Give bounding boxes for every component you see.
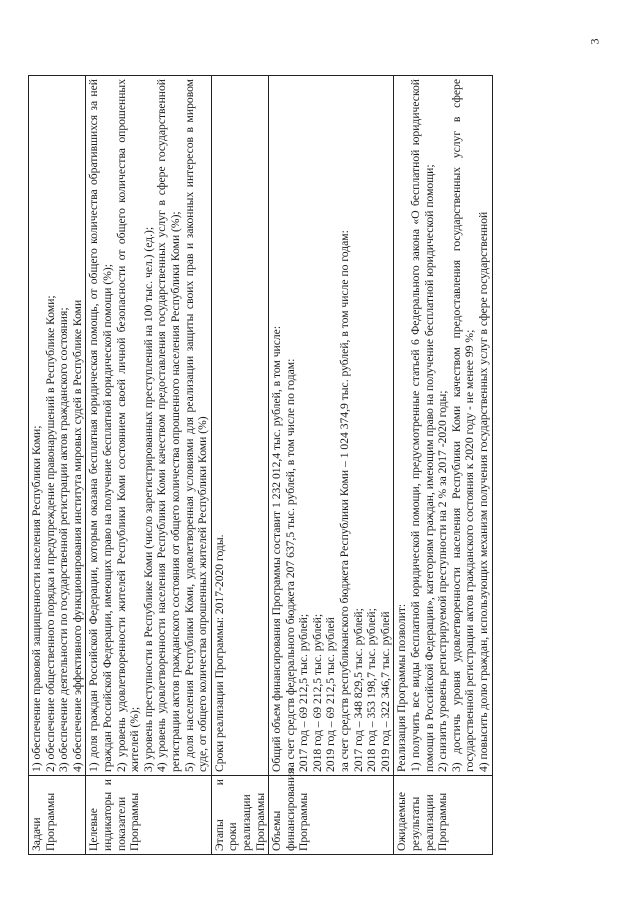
- value-line: 1) получить все виды бесплатной юридической помощи, предусмотренные статьей 6 Федерального закона «О бесплатной юридической помощи в Российской Федерации», категориям граждан, имеющим право на получение бесплатной юридической помощи;: [409, 79, 436, 772]
- value-line: 2) снизить уровень регистрируемой преступности на 2 % за 2017 -2020 годы;: [436, 390, 450, 772]
- row-label: Задачи Программы: [29, 776, 86, 855]
- row-value: [394, 76, 492, 776]
- row-value: [29, 76, 86, 776]
- value-line: 3) достичь уровня удовлетворенности населения Республики Коми качеством предоставления государственных услуг в сфере государственной регистрации актов гражданского состояния к 2020 году - не менее 99 %;: [449, 79, 477, 772]
- value-line: 2) уровень удовлетворенности жителей Республики Коми состоянием своей личной безопасности от общего количества опрошенных жителей (%);: [114, 79, 142, 772]
- value-line: 3) уровень преступности в Республике Коми (число зарегистрированных преступлений на 100 тыс. чел.) (ед.);: [141, 226, 155, 772]
- value-line: 2019 год – 69 212,5 тыс. рублей: [324, 617, 338, 772]
- program-passport-table: [28, 75, 493, 855]
- row-label: Ожидаемые результаты реализации Программы: [394, 776, 492, 855]
- value-line: Реализация Программы позволит:: [395, 603, 409, 772]
- value-line: 2017 год – 348 829,5 тыс. рублей;: [351, 608, 365, 772]
- row-label: Этапы и сроки реализации Программы: [211, 776, 268, 855]
- rotated-page-content: [28, 75, 584, 855]
- value-line: Общий объем финансирования Программы составит 1 232 012,4 тыс. рублей, в том числе:: [270, 325, 284, 772]
- value-line: Сроки реализации Программы: 2017-2020 годы.: [212, 534, 226, 772]
- row-label: Целевые индикаторы и показатели Программы: [86, 776, 211, 855]
- value-line: 3) обеспечение деятельности по государственной регистрации актов гражданского состояния;: [57, 307, 71, 772]
- value-line: за счет средств республиканского бюджета Республики Коми – 1 024 374,9 тыс. рублей, в том числе по годам:: [338, 230, 352, 772]
- row-value: [269, 76, 394, 776]
- table-row: [269, 76, 394, 855]
- value-line: 2018 год – 69 212,5 тыс. рублей;: [310, 613, 324, 772]
- value-line: 2) обеспечение общественного порядка и предупреждение правонарушений в Республике Коми;: [43, 295, 57, 772]
- value-line: 2017 год – 69 212,5 тыс. рублей;: [297, 613, 311, 772]
- row-value: [211, 76, 268, 776]
- table-row: [86, 76, 211, 855]
- table-row: [29, 76, 86, 855]
- value-line: 2019 год – 322 346,7 тыс. рублей: [378, 611, 392, 772]
- value-line: 4) обеспечение эффективного функционирования института мировых судей в Республике Коми: [70, 299, 84, 772]
- value-line: 1) доля граждан Российской Федерации, которым оказана бесплатная юридическая помощь, от общего количества обратившихся за ней граждан Российской Федерации, имеющих право на получение бесплатной юридической помощи (%);: [87, 79, 114, 772]
- value-line: 4) уровень удовлетворенности населения Республики Коми качеством предоставления государственных услуг в сфере государственной регистрации актов гражданского состояния от общего количества опрошенного населения Республики Коми (%);: [155, 79, 182, 772]
- page-number: 3: [587, 38, 602, 45]
- table-row: [394, 76, 492, 855]
- value-line: 4) повысить долю граждан, использующих механизм получения государственных услуг в сфере государственной: [477, 211, 490, 772]
- value-line: 1) обеспечение правовой защищенности населения Республики Коми;: [30, 425, 43, 772]
- value-line: 2018 год – 353 198,7 тыс. рублей;: [365, 608, 379, 772]
- row-value: [86, 76, 211, 776]
- table-row: [211, 76, 268, 855]
- value-line: 5) доля населения Республики Коми, удовлетворенная условиями для реализации защиты своих прав и законных интересов в мировом суде, от общего количества опрошенных жителей Республики Коми (%): [182, 79, 210, 772]
- row-label: Объемы финансирования Программы: [269, 776, 394, 855]
- value-line: за счет средств федерального бюджета 207 637,5 тыс. рублей, в том числе по годам:: [283, 358, 297, 772]
